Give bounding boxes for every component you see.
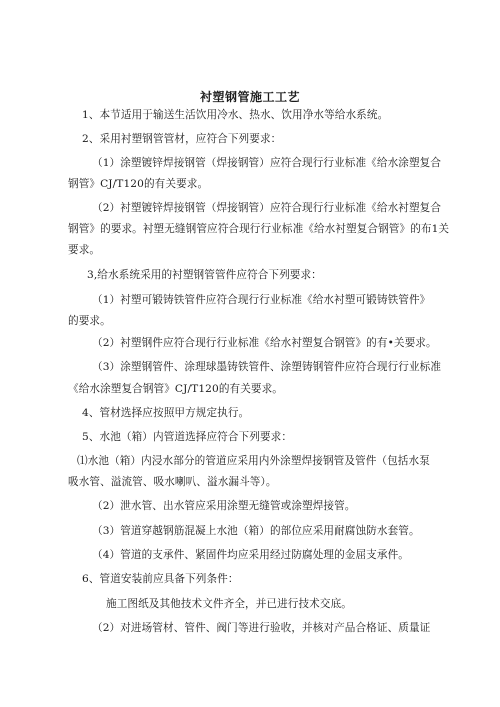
paragraph-line: （2）衬塑镀锌焊接钢管（焊接钢管）应符合现行行业标准《给水衬塑复合 bbox=[92, 202, 442, 214]
paragraph-line: 吸水管、溢流管、吸水喇叭、溢水漏斗等）。 bbox=[68, 476, 277, 488]
document-title: 衬塑钢管施工工艺 bbox=[199, 90, 300, 104]
paragraph-line: ⑴水池（箱）内浸水部分的管道应采用内外涂塑焊接钢管及管件（包括水泵 bbox=[77, 455, 430, 467]
paragraph-line: 钢管》的要求。衬塑无缝钢管应符合现行行业标准《给水衬塑复合钢管》的布1关 bbox=[68, 223, 450, 235]
paragraph-line: 施工图纸及其他技术文件齐全，并已进行技术交底。 bbox=[106, 598, 352, 610]
paragraph-line: （3）涂塑钢管件、涂理球墨铸铁管件、涂塑铸钢管件应符合现行行业标准 bbox=[92, 361, 442, 373]
paragraph-line: （1）衬塑可锻铸铁管件应符合现行行业标准《给水衬塑可锻铸铁管件》 bbox=[92, 294, 431, 306]
paragraph-line: 《给水涂塑复合钢管》CJ/T120的有关要求。 bbox=[68, 383, 284, 395]
paragraph-line: 4、管材选择应按照甲方规定执行。 bbox=[82, 407, 250, 419]
paragraph-line: （2）衬塑钢件应符合现行行业标准《给水衬塑复合钢管》的有•关要求。 bbox=[92, 337, 437, 349]
paragraph-line: （1）涂塑镀锌焊接钢管（焊接钢管）应符合现行行业标准《给水涂塑复合 bbox=[92, 157, 442, 169]
paragraph-line: （2）泄水管、出水管应采用涂塑无缝管或涂塑焊接管。 bbox=[92, 500, 356, 512]
paragraph-line: 5、水池（箱）内管道选择应符合下列要求： bbox=[82, 431, 293, 443]
paragraph-line: （3）管道穿越钢筋混凝上水池（箱）的部位应采用耐腐蚀防水套管。 bbox=[92, 525, 420, 537]
paragraph-line: 钢管》CJ/T120的有关要求。 bbox=[68, 178, 209, 190]
paragraph-line: （2）对进场管材、管件、阀门等进行验收，并核对产品合格证、质量证 bbox=[92, 622, 431, 634]
paragraph-line: 2、采用衬塑钢管管材，应符合下列要求： bbox=[82, 133, 282, 145]
paragraph-line: （4）管道的支承件、紧固件均应采用经过防腐处理的金屈支承件。 bbox=[92, 549, 409, 561]
paragraph-line: 的要求。 bbox=[68, 315, 111, 327]
paragraph-line: 要求。 bbox=[68, 244, 101, 256]
paragraph-line: 6、管道安装前应具备下列条件： bbox=[82, 573, 239, 585]
paragraph-line: 1、本节适用于输送生活饮用冷水、热水、饮用净水等给水系统。 bbox=[82, 109, 389, 121]
paragraph-line: 3,给水系统采用的衬塑钢管管件应符合下列要求： bbox=[87, 269, 322, 281]
